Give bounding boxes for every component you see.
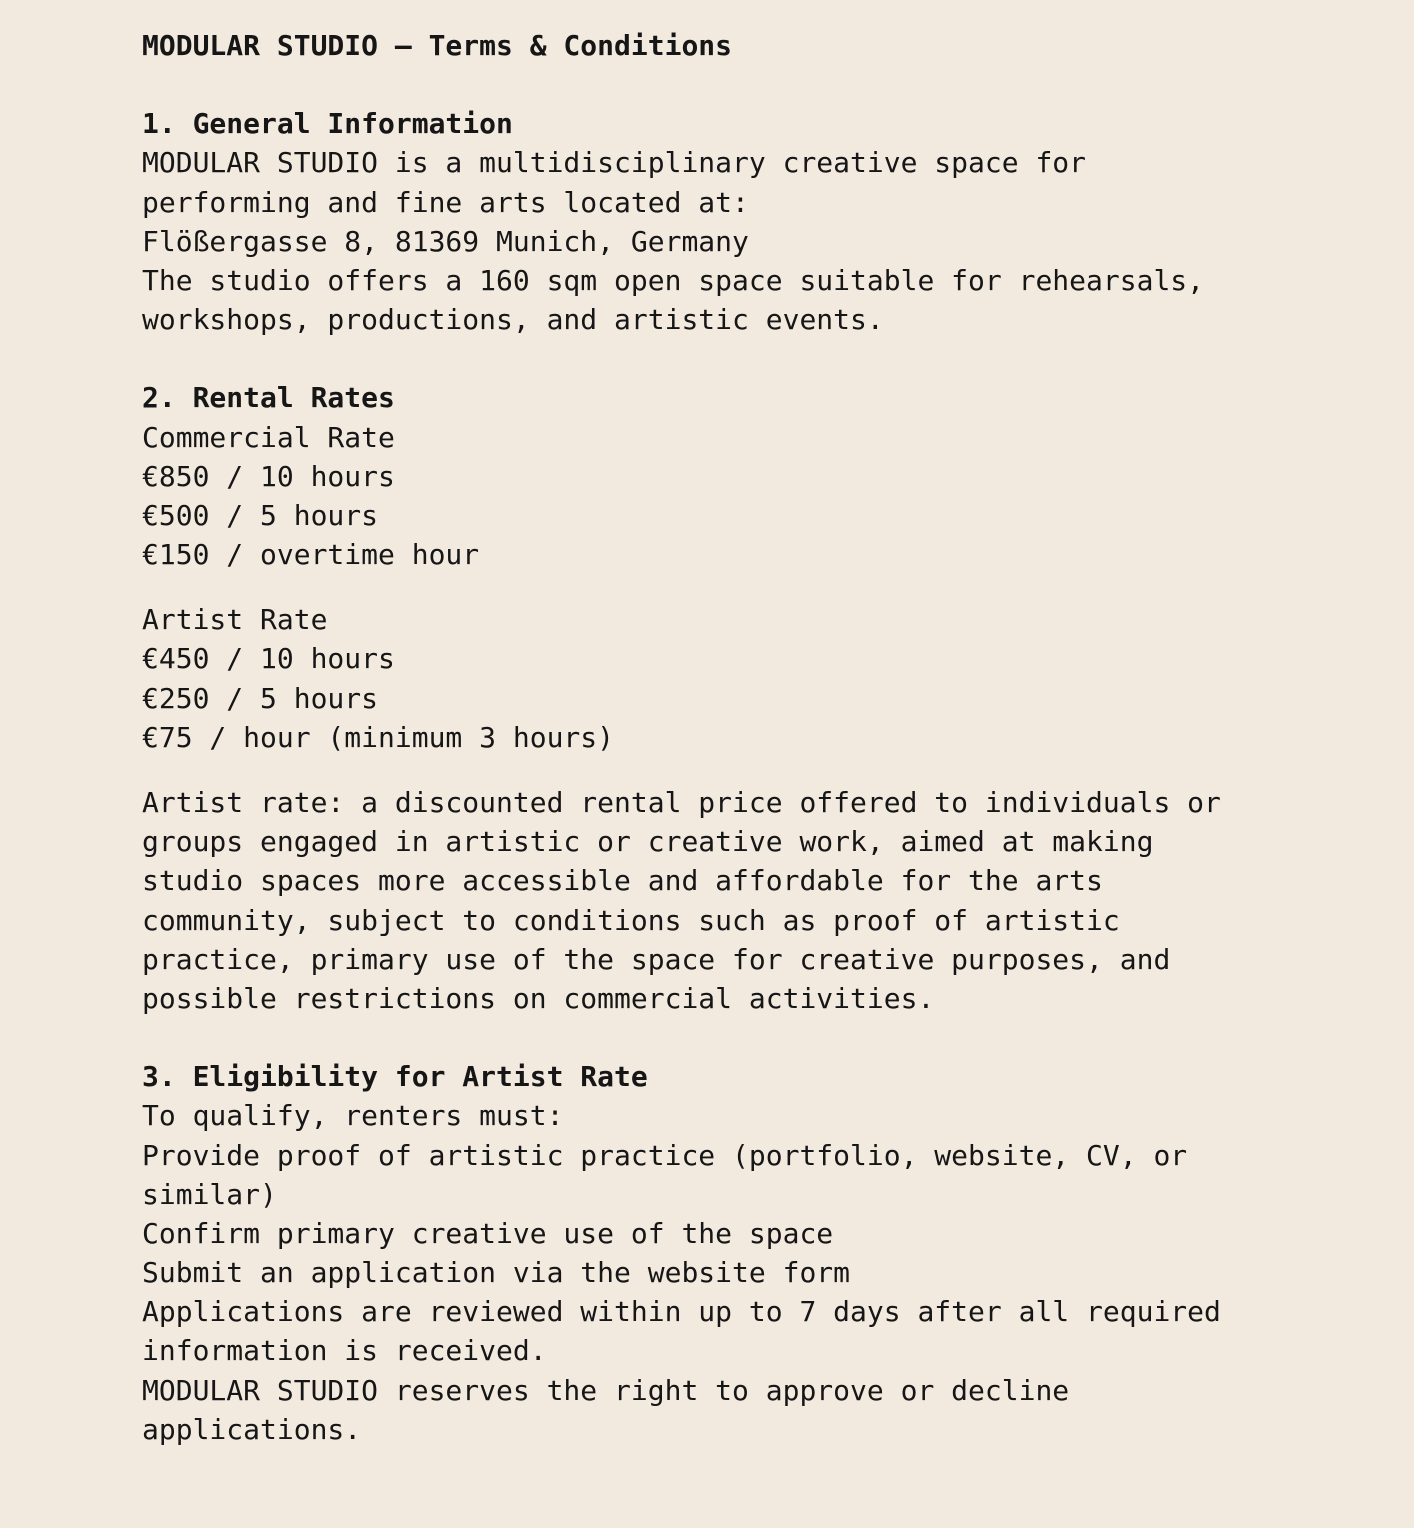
paragraph-line: possible restrictions on commercial activities. bbox=[142, 981, 935, 1015]
paragraph-line: Applications are reviewed within up to 7 days after all required bbox=[142, 1295, 1221, 1329]
paragraph-line: community, subject to conditions such as proof of artistic bbox=[142, 903, 1120, 937]
paragraph-line: applications. bbox=[142, 1412, 362, 1446]
paragraph-line: To qualify, renters must: bbox=[142, 1099, 564, 1133]
section-heading: 1. General Information bbox=[142, 107, 513, 141]
document-title: MODULAR STUDIO – Terms & Conditions bbox=[142, 29, 733, 62]
section-heading: 3. Eligibility for Artist Rate bbox=[142, 1060, 648, 1094]
artist-rate-note bbox=[142, 783, 1282, 1018]
requirement-line: Provide proof of artistic practice (portfolio, website, CV, or bbox=[142, 1138, 1188, 1172]
address-line: Flößergasse 8, 81369 Munich, Germany bbox=[142, 224, 749, 258]
paragraph-line: information is received. bbox=[142, 1334, 547, 1368]
section-eligibility bbox=[142, 1057, 1282, 1449]
rate-label: Commercial Rate bbox=[142, 420, 395, 454]
paragraph-line: MODULAR STUDIO reserves the right to approve or decline bbox=[142, 1373, 1070, 1407]
commercial-rate-group bbox=[142, 418, 1282, 575]
paragraph-line: workshops, productions, and artistic events. bbox=[142, 303, 884, 337]
rate-item: €850 / 10 hours bbox=[142, 459, 395, 493]
rate-item: €150 / overtime hour bbox=[142, 538, 480, 572]
section-rental-rates bbox=[142, 378, 1282, 1018]
paragraph-line: performing and fine arts located at: bbox=[142, 185, 749, 219]
requirement-line: Confirm primary creative use of the space bbox=[142, 1216, 834, 1250]
section-general-information bbox=[142, 104, 1282, 339]
rate-item: €450 / 10 hours bbox=[142, 642, 395, 676]
spacer bbox=[142, 757, 1282, 783]
rate-item: €500 / 5 hours bbox=[142, 498, 379, 532]
terms-document bbox=[142, 26, 1282, 1488]
rate-item: €250 / 5 hours bbox=[142, 681, 379, 715]
requirement-line: similar) bbox=[142, 1177, 277, 1211]
rate-label: Artist Rate bbox=[142, 603, 328, 637]
paragraph-line: The studio offers a 160 sqm open space suitable for rehearsals, bbox=[142, 263, 1205, 297]
spacer bbox=[142, 574, 1282, 600]
paragraph-line: groups engaged in artistic or creative work, aimed at making bbox=[142, 825, 1154, 859]
paragraph-line: MODULAR STUDIO is a multidisciplinary creative space for bbox=[142, 146, 1087, 180]
requirement-line: Submit an application via the website form bbox=[142, 1256, 851, 1290]
paragraph-line: Artist rate: a discounted rental price offered to individuals or bbox=[142, 786, 1221, 819]
paragraph-line: practice, primary use of the space for creative purposes, and bbox=[142, 942, 1171, 976]
rate-item: €75 / hour (minimum 3 hours) bbox=[142, 720, 615, 754]
paragraph-line: studio spaces more accessible and affordable for the arts bbox=[142, 864, 1103, 898]
artist-rate-group bbox=[142, 600, 1282, 757]
section-heading: 2. Rental Rates bbox=[142, 381, 395, 415]
